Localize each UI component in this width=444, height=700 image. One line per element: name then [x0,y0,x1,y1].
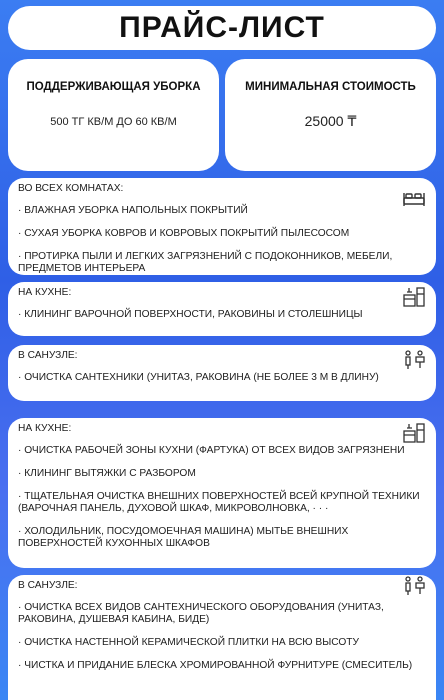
list-item: · ОЧИСТКА НАСТЕННОЙ КЕРАМИЧЕСКОЙ ПЛИТКИ НА ВСЮ ВЫСОТУ [18,637,359,648]
min-price-value: 25000 ₸ [304,113,357,129]
section-kitchen [8,282,436,336]
min-price-heading: МИНИМАЛЬНАЯ СТОИМОСТЬ [245,81,416,93]
section-heading: В САНУЗЛЕ: [18,350,78,361]
section-heading: ВО ВСЕХ КОМНАТАХ: [18,183,124,194]
list-item: · КЛИНИНГ ВАРОЧНОЙ ПОВЕРХНОСТИ, РАКОВИНЫ И СТОЛЕШНИЦЫ [18,309,363,320]
bed-icon [402,188,426,210]
section-bathroom-deep [8,575,436,700]
list-item: · ОЧИСТКА САНТЕХНИКИ (УНИТАЗ, РАКОВИНА (НЕ БОЛЕЕ 3 М В ДЛИНУ) [18,372,379,383]
bathroom-icon [402,575,426,597]
list-item: · ПРОТИРКА ПЫЛИ И ЛЕГКИХ ЗАГРЯЗНЕНИЙ С ПОДОКОННИКОВ, МЕБЕЛИ, ПРЕДМЕТОВ ИНТЕРЬЕРА [18,251,393,274]
title-card [8,6,436,50]
list-item: · ХОЛОДИЛЬНИК, ПОСУДОМОЕЧНАЯ МАШИНА) МЫТЬЕ ВНЕШНИХ ПОВЕРХНОСТЕЙ КУХОННЫХ ШКАФОВ [18,526,349,549]
section-rooms [8,178,436,275]
service-rate: 500 ТГ КВ/М ДО 60 КВ/М [50,116,177,128]
list-item: · ВЛАЖНАЯ УБОРКА НАПОЛЬНЫХ ПОКРЫТИЙ [18,205,248,216]
list-item: · КЛИНИНГ ВЫТЯЖКИ С РАЗБОРОМ [18,468,196,479]
page-title: ПРАЙС-ЛИСТ [119,11,325,44]
section-heading: НА КУХНЕ: [18,423,72,434]
kitchen-icon [402,286,426,308]
list-item: · ОЧИСТКА ВСЕХ ВИДОВ САНТЕХНИЧЕСКОГО ОБОРУДОВАНИЯ (УНИТАЗ, РАКОВИНА, ДУШЕВАЯ КАБИНА, БИДЕ) [18,602,384,625]
section-heading: НА КУХНЕ: [18,287,72,298]
section-heading: В САНУЗЛЕ: [18,580,78,591]
section-bathroom [8,345,436,401]
list-item: · СУХАЯ УБОРКА КОВРОВ И КОВРОВЫХ ПОКРЫТИЙ ПЫЛЕСОСОМ [18,228,350,239]
bathroom-icon [402,349,426,371]
list-item: · ЧИСТКА И ПРИДАНИЕ БЛЕСКА ХРОМИРОВАННОЙ ФУРНИТУРЕ (СМЕСИТЕЛЬ) [18,660,413,671]
list-item: · ОЧИСТКА РАБОЧЕЙ ЗОНЫ КУХНИ (ФАРТУКА) ОТ ВСЕХ ВИДОВ ЗАГРЯЗНЕНИ [18,445,405,456]
section-kitchen-deep [8,418,436,568]
list-item: · ТЩАТЕЛЬНАЯ ОЧИСТКА ВНЕШНИХ ПОВЕРХНОСТЕЙ ВСЕЙ КРУПНОЙ ТЕХНИКИ (ВАРОЧНАЯ ПАНЕЛЬ, ДУХОВОЙ ШКАФ, МИКРОВОЛНОВКА, · · · [18,491,420,514]
service-card [8,59,219,171]
kitchen-icon [402,422,426,444]
service-heading: ПОДДЕРЖИВАЮЩАЯ УБОРКА [26,81,201,93]
min-price-card [225,59,436,171]
